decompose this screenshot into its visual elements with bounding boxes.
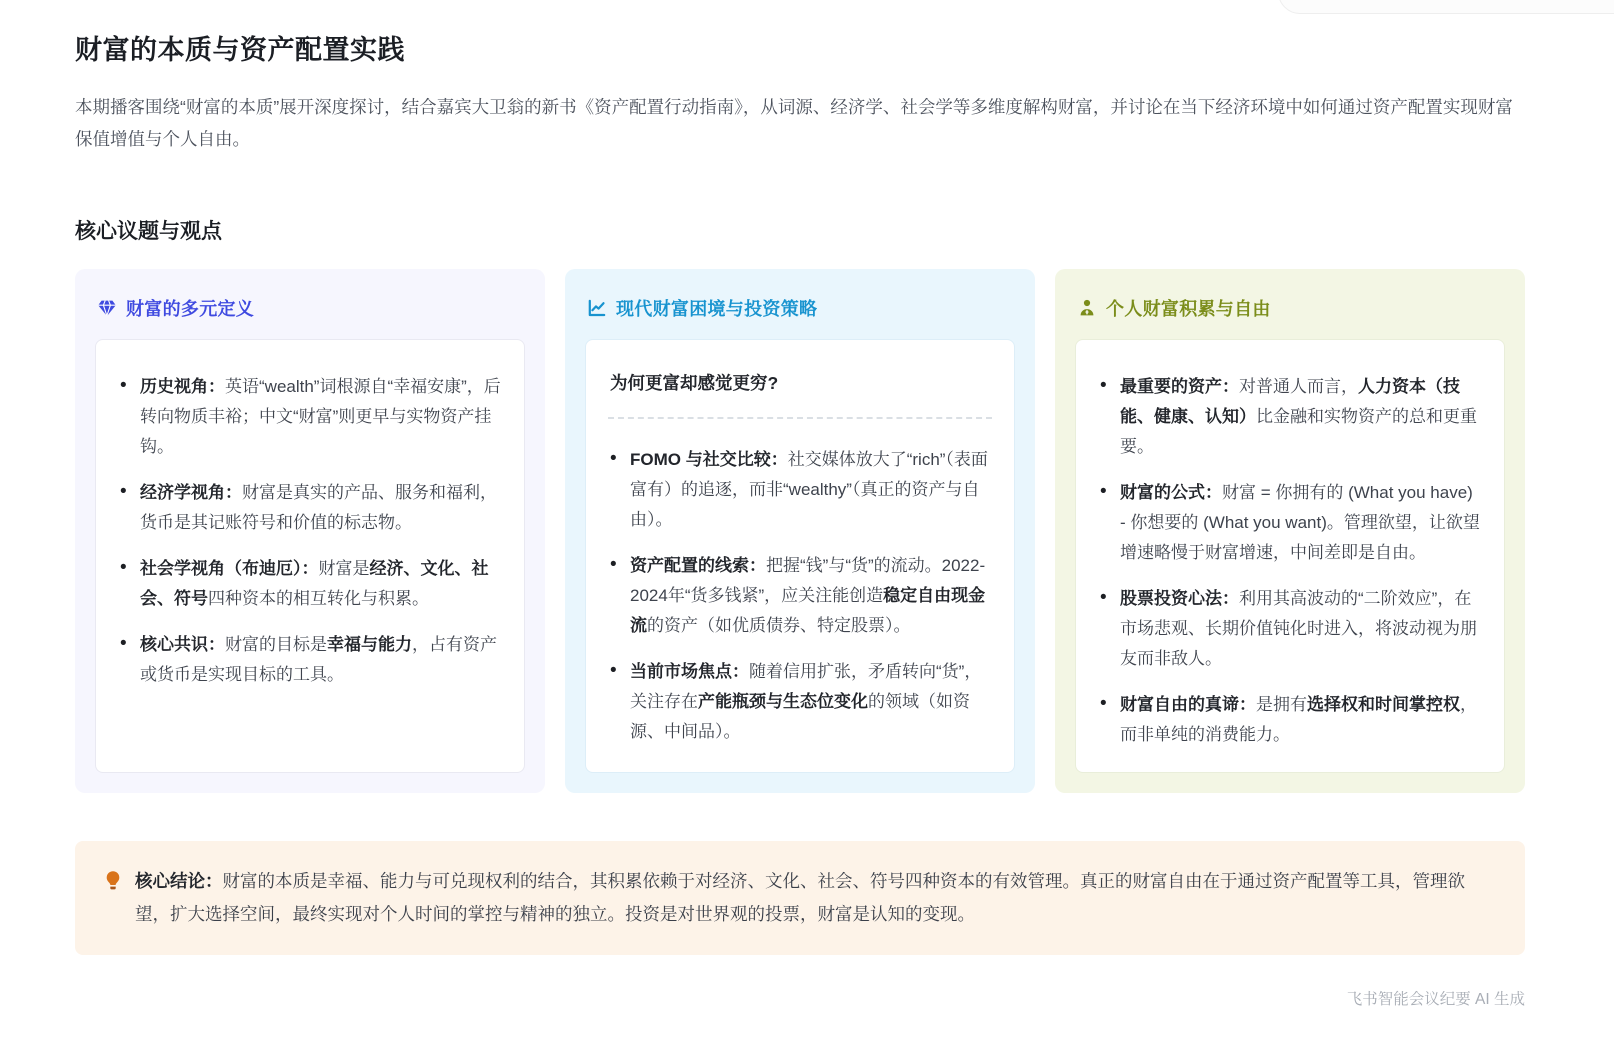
dashed-divider [608, 417, 992, 419]
bullet-item: • 财富自由的真谛：是拥有选择权和时间掌控权，而非单纯的消费能力。 [1098, 690, 1482, 750]
intro-paragraph: 本期播客围绕“财富的本质”展开深度探讨，结合嘉宾大卫翁的新书《资产配置行动指南》，从词源、经济学、社会学等多维度解构财富，并讨论在当下经济环境中如何通过资产配置实现财富保值增值与个人自由。 [75, 97, 1513, 149]
card-question-heading: 为何更富却感觉更穷? [610, 373, 779, 393]
card-body [1075, 339, 1505, 773]
line-chart-icon [587, 298, 607, 318]
page-title: 财富的本质与资产配置实践 [75, 35, 405, 65]
lightbulb-icon [103, 865, 125, 931]
card-modern-dilemma [565, 269, 1035, 793]
bullet-item: • 当前市场焦点：随着信用扩张，矛盾转向“货”，关注存在产能瓶颈与生态位变化的领域（如资源、中间品）。 [608, 657, 992, 747]
card-body [95, 339, 525, 773]
floating-toolbar-edge [1278, 0, 1614, 14]
card-header [95, 289, 525, 321]
bullet-list [1098, 372, 1482, 750]
conclusion-box [75, 841, 1525, 955]
bullet-item: • 社会学视角（布迪厄）：财富是经济、文化、社会、符号四种资本的相互转化与积累。 [118, 554, 502, 614]
bullet-item: • 财富的公式：财富 = 你拥有的 (What you have) - 你想要的 (What you want)。管理欲望，让欲望增速略慢于财富增速，中间差即是自由。 [1098, 478, 1482, 568]
card-title: 现代财富困境与投资策略 [616, 299, 818, 319]
topic-cards [75, 269, 1525, 793]
bullet-item: • 股票投资心法：利用其高波动的“二阶效应”，在市场悲观、长期价值钝化时进入，将波动视为朋友而非敌人。 [1098, 584, 1482, 674]
section-heading: 核心议题与观点 [75, 220, 222, 243]
card-personal-freedom [1055, 269, 1525, 793]
bullet-item: • 资产配置的线索：把握“钱”与“货”的流动。2022-2024年“货多钱紧”，应关注能创造稳定自由现金流的资产（如优质债券、特定股票）。 [608, 551, 992, 641]
footer-ai-attribution: 飞书智能会议纪要 AI 生成 [1346, 991, 1525, 1008]
conclusion-text: 核心结论：财富的本质是幸福、能力与可兑现权利的结合，其积累依赖于对经济、文化、社会、符号四种资本的有效管理。真正的财富自由在于通过资产配置等工具，管理欲望，扩大选择空间，最终实现对个人时间的掌控与精神的独立。投资是对世界观的投票，财富是认知的变现。 [135, 871, 1465, 924]
card-wealth-definitions [75, 269, 545, 793]
bullet-list [608, 445, 992, 747]
bullet-item: • 历史视角：英语“wealth”词根源自“幸福安康”，后转向物质丰裕；中文“财富”则更早与实物资产挂钩。 [118, 372, 502, 462]
card-header [585, 289, 1015, 321]
card-title: 财富的多元定义 [126, 299, 255, 319]
bullet-item: • 经济学视角：财富是真实的产品、服务和福利，货币是其记账符号和价值的标志物。 [118, 478, 502, 538]
bullet-list [118, 372, 502, 690]
bullet-item: • 最重要的资产：对普通人而言，人力资本（技能、健康、认知）比金融和实物资产的总和更重要。 [1098, 372, 1482, 462]
card-header [1075, 289, 1505, 321]
document-content [75, 28, 1525, 1009]
card-body [585, 339, 1015, 773]
bullet-item: • FOMO 与社交比较：社交媒体放大了“rich”（表面富有）的追逐，而非“wealthy”（真正的资产与自由）。 [608, 445, 992, 535]
gem-icon [97, 298, 117, 318]
card-title: 个人财富积累与自由 [1106, 299, 1271, 319]
bullet-item: • 核心共识：财富的目标是幸福与能力，占有资产或货币是实现目标的工具。 [118, 630, 502, 690]
person-icon [1077, 298, 1097, 318]
